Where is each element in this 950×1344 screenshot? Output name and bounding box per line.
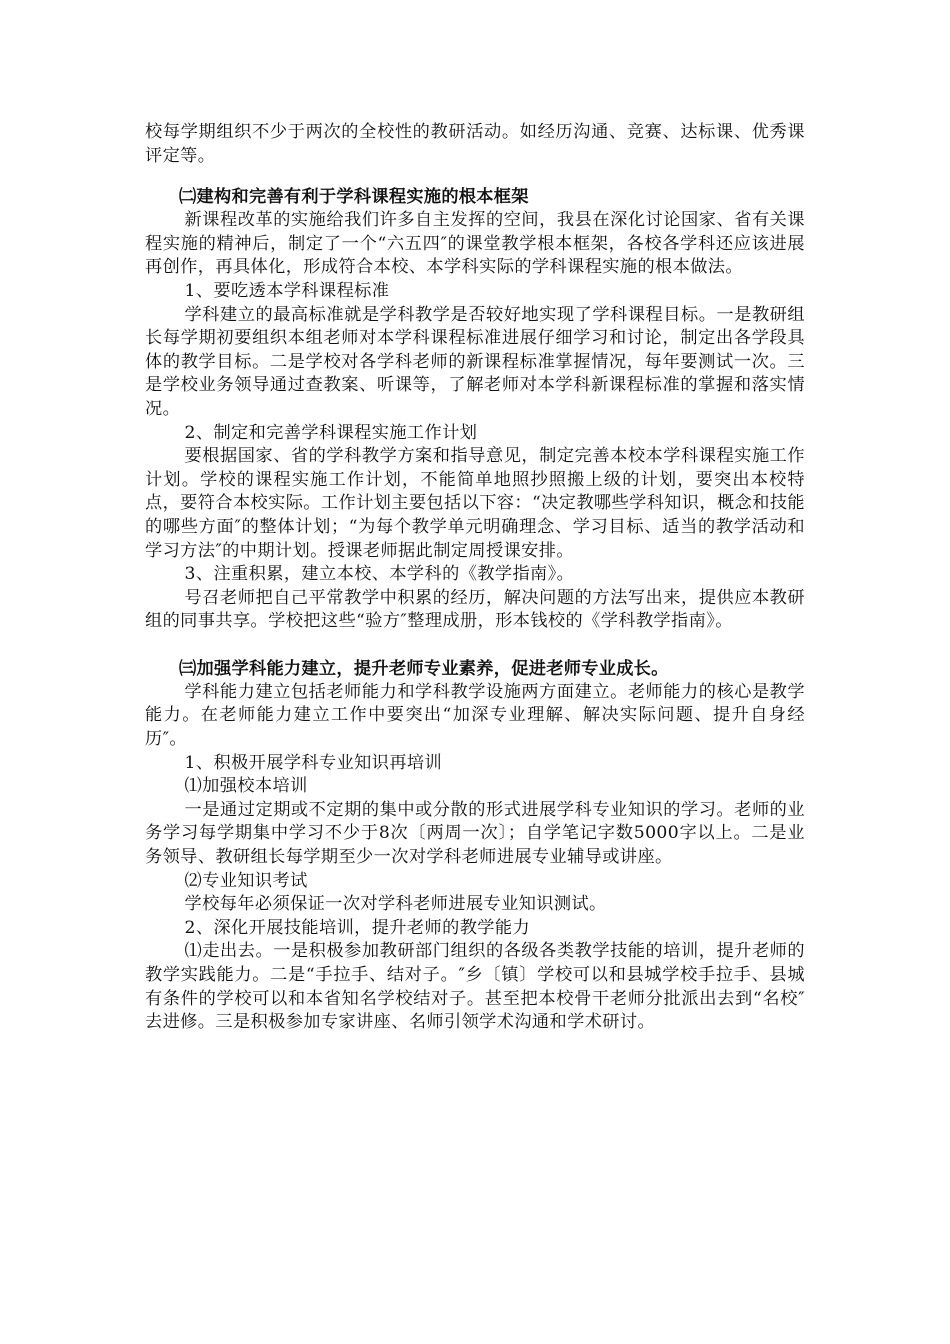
paragraph: 要根据国家、省的学科教学方案和指导意见，制定完善本校本学科课程实施工作计划。学校的课程实施工作计划，不能简单地照抄照搬上级的计划，要突出本校特点，要符合本校实际。工作计划主要包括以下容：“决定教哪些学科知识，概念和技能的哪些方面″的整体计划；“为每个教学单元明确理念、学习目标、适当的教学活动和学习方法″的中期计划。授课老师据此制定周授课安排。 bbox=[145, 446, 805, 561]
paragraph: 一是通过定期或不定期的集中或分散的形式进展学科专业知识的学习。老师的业务学习每学期集中学习不少于8次〔两周一次〕；自学笔记字数5000字以上。二是业务领导、教研组长每学期至少一次对学科老师进展专业辅导或讲座。 bbox=[145, 799, 805, 868]
item-heading-1: ⑴加强校本培训 bbox=[184, 776, 308, 797]
paragraph: 学科能力建立包括老师能力和学科教学设施两方面建立。老师能力的核心是教学能力。在老师能力建立工作中要突出“加深专业理解、解决实际问题、提升自身经历″。 bbox=[145, 681, 805, 750]
document-page bbox=[145, 121, 805, 1035]
spacer bbox=[145, 168, 805, 185]
section-heading-3: ㈢加强学科能力建立，提升老师专业素养，促进老师专业成长。 bbox=[179, 658, 669, 679]
paragraph: 新课程改革的实施给我们许多自主发挥的空间，我县在深化讨论国家、省有关课程实施的精神后，制定了一个“六五四″的课堂教学根本框架，各校各学科还应该进展再创作，再具体化，形成符合本校、本学科实际的学科课程实施的根本做法。 bbox=[145, 210, 805, 278]
subheading-1: 1、积极开展学科专业知识再培训 bbox=[184, 752, 443, 773]
subheading-1: 1、要吃透本学科课程标准 bbox=[184, 280, 390, 301]
subheading-2: 2、制定和完善学科课程实施工作计划 bbox=[184, 422, 478, 443]
paragraph: 号召老师把自己平常教学中积累的经历，解决问题的方法写出来，提供应本教研组的同事共享。学校把这些“验方″整理成册，形本钱校的《学科教学指南》。 bbox=[145, 587, 805, 632]
paragraph: ⑴走出去。一是积极参加教研部门组织的各级各类教学技能的培训，提升老师的教学实践能力。二是“手拉手、结对子。″乡〔镇〕学校可以和县城学校手拉手、县城有条件的学校可以和本省知名学校结对子。甚至把本校骨干老师分批派出去到“名校″去进修。三是积极参加专家讲座、名师引领学术沟通和学术研讨。 bbox=[145, 941, 805, 1033]
subheading-2: 2、深化开展技能培训，提升老师的教学能力 bbox=[184, 917, 531, 938]
paragraph-continuation: 校每学期组织不少于两次的全校性的教研活动。如经历沟通、竞赛、达标课、优秀课评定等。 bbox=[145, 122, 805, 166]
paragraph: 学校每年必须保证一次对学科老师进展专业知识测试。 bbox=[184, 894, 607, 915]
item-heading-2: ⑵专业知识考试 bbox=[184, 870, 308, 891]
spacer bbox=[145, 634, 805, 657]
subheading-3: 3、注重积累，建立本校、本学科的《教学指南》。 bbox=[184, 564, 575, 585]
section-heading-2: ㈡建构和完善有利于学科课程实施的根本框架 bbox=[179, 187, 529, 208]
paragraph: 学科建立的最高标准就是学科教学是否较好地实现了学科课程目标。一是教研组长每学期初要组织本组老师对本学科课程标准进展仔细学习和讨论，制定出各学段具体的教学目标。二是学校对各学科老师的新课程标准掌握情况，每年要测试一次。三是学校业务领导通过查教案、听课等，了解老师对本学科新课程标准的掌握和落实情况。 bbox=[145, 304, 805, 419]
